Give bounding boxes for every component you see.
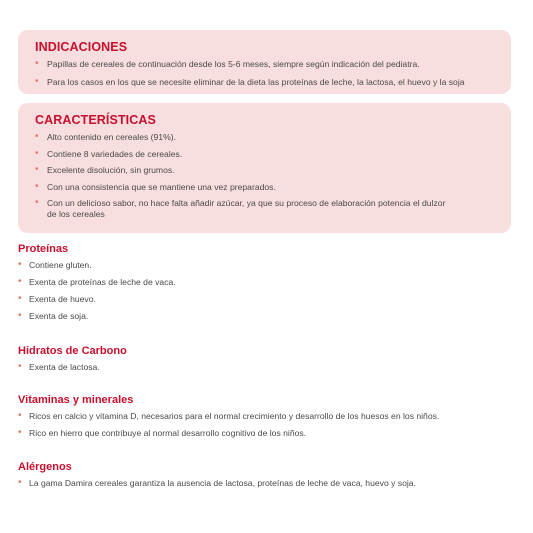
alergenos-list	[18, 478, 513, 489]
bullet-icon: •	[35, 164, 39, 176]
list-item: • Exenta de lactosa.	[18, 361, 100, 372]
list-item: • Ricos en calcio y vitamina D, necesarios para el normal crecimiento y desarrollo de los huesos en los niños.	[18, 410, 440, 421]
indicaciones-list	[34, 59, 497, 88]
list-item: • Papillas de cereales de continuación desde los 5-6 meses, siempre según indicación del pediatra.	[35, 58, 420, 69]
indicaciones-title: INDICACIONES	[35, 40, 128, 54]
bullet-icon: •	[18, 276, 22, 287]
bullet-icon: •	[18, 477, 22, 488]
bullet-icon: •	[35, 131, 39, 142]
hidratos-list	[18, 362, 513, 373]
alergenos-title: Alérgenos	[18, 461, 72, 473]
bullet-icon: •	[35, 76, 39, 87]
bullet-icon: •	[18, 410, 22, 421]
indicaciones-box	[18, 30, 511, 94]
hidratos-title: Hidratos de Carbono	[18, 345, 127, 357]
list-item: • Alto contenido en cereales (91%).	[35, 131, 176, 142]
list-item: • La gama Damira cereales garantiza la ausencia de lactosa, proteínas de leche de vaca, huevo y soja.	[18, 477, 416, 488]
list-item: • Excelente disolución, sin grumos.	[35, 164, 175, 176]
vitaminas-title: Vitaminas y minerales	[18, 394, 134, 406]
list-item: • Exenta de proteínas de leche de vaca.	[18, 276, 176, 287]
bullet-icon: •	[35, 58, 39, 69]
alergenos-section	[18, 461, 513, 495]
bullet-icon: •	[35, 197, 39, 209]
bullet-icon: •	[35, 180, 39, 192]
bullet-icon: •	[35, 147, 39, 159]
vitaminas-section	[18, 394, 513, 445]
vitaminas-list	[18, 411, 513, 439]
hidratos-section	[18, 345, 513, 379]
proteinas-section	[18, 243, 513, 328]
proteinas-title: Proteínas	[18, 243, 69, 255]
bullet-icon: •	[18, 310, 22, 321]
list-item: • Para los casos en los que se necesite eliminar de la dieta las proteínas de leche, la lactosa, el huevo y la soja	[35, 76, 465, 87]
list-item: • Contiene gluten.	[18, 259, 92, 270]
list-item: • Contiene 8 variedades de cereales.	[35, 147, 183, 159]
caracteristicas-title: CARACTERÍSTICAS	[35, 113, 156, 127]
bullet-icon: •	[18, 361, 22, 372]
list-item: • Con un delicioso sabor, no hace falta añadir azúcar, ya que su proceso de elaboración potencia el dulzor de los cereales	[35, 197, 446, 220]
list-item: • Rico en hierro que contribuye al normal desarrollo cognitivo de los niños.	[18, 427, 307, 438]
list-item: • Con una consistencia que se mantiene una vez preparados.	[35, 180, 276, 192]
list-item: • Exenta de soja.	[18, 310, 89, 321]
list-item: • Exenta de huevo.	[18, 293, 96, 304]
bullet-icon: •	[18, 427, 22, 438]
caracteristicas-box	[18, 103, 511, 233]
bullet-icon: •	[18, 259, 22, 270]
bullet-icon: •	[18, 293, 22, 304]
caracteristicas-list	[34, 132, 497, 220]
proteinas-list	[18, 260, 513, 322]
